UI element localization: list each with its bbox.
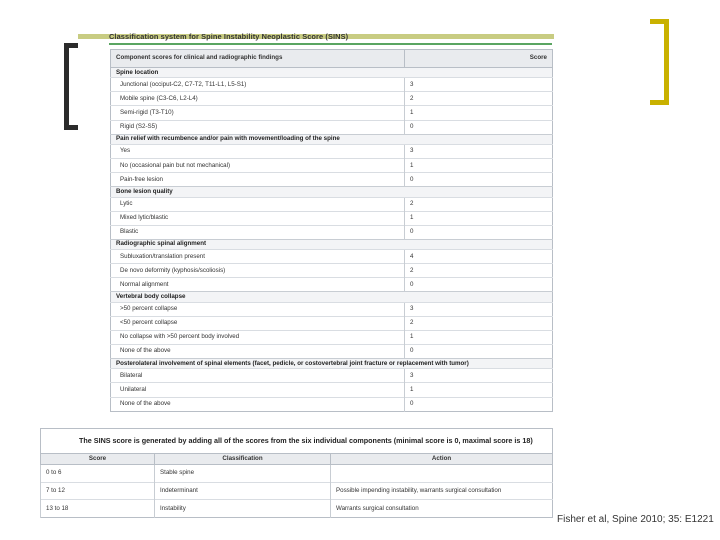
table-row bbox=[111, 106, 553, 120]
finding-score: 2 bbox=[405, 316, 553, 330]
total-classification-cell: Stable spine bbox=[155, 465, 331, 483]
section-title: Pain relief with recumbence and/or pain with movement/loading of the spine bbox=[111, 134, 553, 144]
table-row bbox=[111, 369, 553, 383]
section-row bbox=[111, 68, 553, 78]
finding-label: Blastic bbox=[111, 225, 405, 239]
finding-score: 0 bbox=[405, 278, 553, 292]
finding-score: 1 bbox=[405, 211, 553, 225]
table-row bbox=[111, 383, 553, 397]
score-header: Score bbox=[405, 50, 553, 68]
finding-label: Pain-free lesion bbox=[111, 173, 405, 187]
finding-label: Rigid (S2-S5) bbox=[111, 120, 405, 134]
table-row bbox=[111, 278, 553, 292]
total-table-caption: The SINS score is generated by adding all of the scores from the six individual components (minimal score is 0, maximal score is 18) bbox=[41, 429, 553, 454]
finding-label: Semi-rigid (T3-T10) bbox=[111, 106, 405, 120]
finding-score: 0 bbox=[405, 344, 553, 358]
total-score-cell: 0 to 6 bbox=[41, 465, 155, 483]
finding-label: >50 percent collapse bbox=[111, 302, 405, 316]
total-table-body bbox=[41, 465, 553, 518]
title-rule bbox=[109, 43, 552, 45]
section-row bbox=[111, 239, 553, 249]
citation: Fisher et al, Spine 2010; 35: E1221 bbox=[557, 514, 714, 525]
table-row bbox=[111, 120, 553, 134]
finding-label: Junctional (occiput-C2, C7-T2, T11-L1, L5-S1) bbox=[111, 78, 405, 92]
section-title: Spine location bbox=[111, 68, 553, 78]
finding-score: 2 bbox=[405, 92, 553, 106]
finding-score: 1 bbox=[405, 159, 553, 173]
finding-label: <50 percent collapse bbox=[111, 316, 405, 330]
finding-score: 3 bbox=[405, 302, 553, 316]
finding-score: 3 bbox=[405, 144, 553, 158]
table-row bbox=[111, 92, 553, 106]
component-header: Component scores for clinical and radiographic findings bbox=[111, 50, 405, 68]
table-row bbox=[111, 211, 553, 225]
table-row bbox=[111, 159, 553, 173]
finding-score: 3 bbox=[405, 78, 553, 92]
finding-label: Unilateral bbox=[111, 383, 405, 397]
finding-label: De novo deformity (kyphosis/scoliosis) bbox=[111, 264, 405, 278]
finding-score: 1 bbox=[405, 106, 553, 120]
section-row bbox=[111, 292, 553, 302]
total-action-cell: Possible impending instability, warrants surgical consultation bbox=[331, 482, 553, 500]
section-title: Posterolateral involvement of spinal elements (facet, pedicle, or costovertebral joint fracture or replacement with tumor) bbox=[111, 359, 553, 369]
finding-score: 0 bbox=[405, 173, 553, 187]
finding-label: No collapse with >50 percent body involved bbox=[111, 330, 405, 344]
finding-label: Lytic bbox=[111, 197, 405, 211]
finding-score: 0 bbox=[405, 397, 553, 411]
table-row bbox=[111, 344, 553, 358]
table-row bbox=[111, 197, 553, 211]
total-classification-cell: Instability bbox=[155, 500, 331, 518]
table-row bbox=[111, 264, 553, 278]
table-row bbox=[111, 173, 553, 187]
finding-label: Yes bbox=[111, 144, 405, 158]
section-title: Vertebral body collapse bbox=[111, 292, 553, 302]
finding-label: None of the above bbox=[111, 397, 405, 411]
finding-label: Bilateral bbox=[111, 369, 405, 383]
sins-total-table bbox=[40, 428, 553, 518]
finding-score: 3 bbox=[405, 369, 553, 383]
finding-label: Subluxation/translation present bbox=[111, 250, 405, 264]
total-action-cell bbox=[331, 465, 553, 483]
finding-score: 2 bbox=[405, 197, 553, 211]
table-row bbox=[41, 500, 553, 518]
section-title: Radiographic spinal alignment bbox=[111, 239, 553, 249]
finding-label: Mobile spine (C3-C6, L2-L4) bbox=[111, 92, 405, 106]
section-title: Bone lesion quality bbox=[111, 187, 553, 197]
finding-score: 2 bbox=[405, 264, 553, 278]
section-row bbox=[111, 187, 553, 197]
table-row bbox=[111, 302, 553, 316]
table-row bbox=[111, 78, 553, 92]
sins-table-body bbox=[111, 68, 553, 412]
finding-label: None of the above bbox=[111, 344, 405, 358]
total-score-cell: 13 to 18 bbox=[41, 500, 155, 518]
right-bracket-decoration bbox=[650, 19, 669, 105]
table-row bbox=[111, 250, 553, 264]
finding-score: 1 bbox=[405, 383, 553, 397]
total-score-header: Score bbox=[41, 454, 155, 465]
action-header: Action bbox=[331, 454, 553, 465]
finding-label: Mixed lytic/blastic bbox=[111, 211, 405, 225]
table-row bbox=[111, 225, 553, 239]
total-classification-cell: Indeterminant bbox=[155, 482, 331, 500]
left-bracket-decoration bbox=[64, 43, 78, 130]
section-row bbox=[111, 359, 553, 369]
table-row bbox=[111, 144, 553, 158]
finding-label: Normal alignment bbox=[111, 278, 405, 292]
sins-table-title: Classification system for Spine Instability Neoplastic Score (SINS) bbox=[109, 32, 349, 41]
finding-score: 0 bbox=[405, 225, 553, 239]
section-row bbox=[111, 134, 553, 144]
total-score-cell: 7 to 12 bbox=[41, 482, 155, 500]
table-row bbox=[41, 482, 553, 500]
table-row bbox=[111, 397, 553, 411]
finding-score: 0 bbox=[405, 120, 553, 134]
finding-label: No (occasional pain but not mechanical) bbox=[111, 159, 405, 173]
finding-score: 4 bbox=[405, 250, 553, 264]
finding-score: 1 bbox=[405, 330, 553, 344]
table-row bbox=[111, 316, 553, 330]
table-row bbox=[111, 330, 553, 344]
classification-header: Classification bbox=[155, 454, 331, 465]
sins-component-table bbox=[110, 49, 553, 412]
table-row bbox=[41, 465, 553, 483]
total-action-cell: Warrants surgical consultation bbox=[331, 500, 553, 518]
